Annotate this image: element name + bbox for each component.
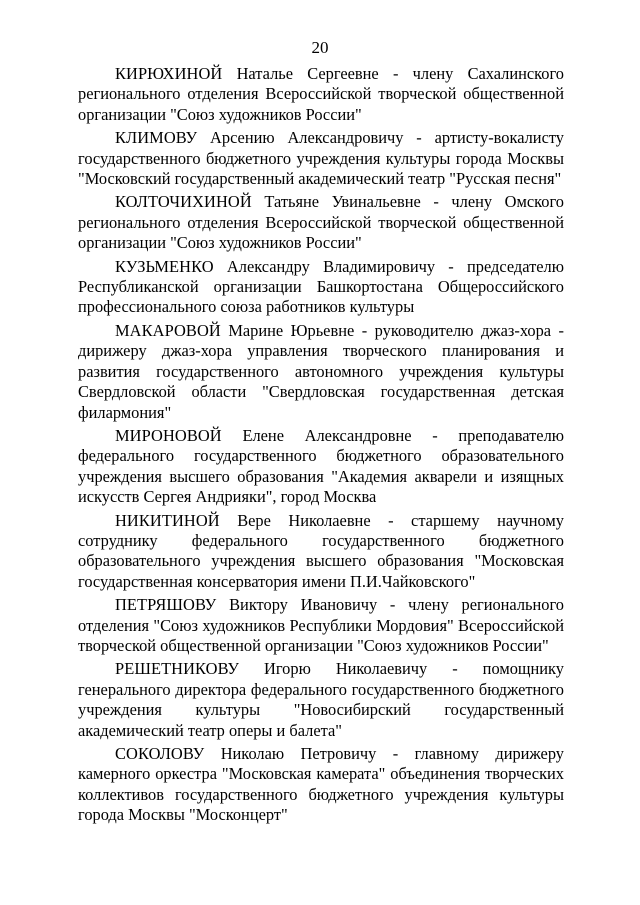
- recipient-surname: КОЛТОЧИХИНОЙ: [115, 192, 252, 212]
- list-item: [78, 128, 564, 189]
- list-item: [78, 511, 564, 593]
- recipient-surname: КЛИМОВУ: [115, 128, 198, 148]
- list-item: [78, 257, 564, 318]
- recipient-surname: СОКОЛОВУ: [115, 744, 205, 763]
- recipient-details: Наталье Сергеевне - члену Сахалинского регионального отделения Всероссийской творческой общественной организации "Союз художников России": [78, 64, 565, 124]
- list-item: [78, 426, 564, 508]
- recipient-surname: КУЗЬМЕНКО: [115, 256, 214, 276]
- list-item: [78, 659, 564, 741]
- list-item: [78, 321, 564, 423]
- recipient-surname: КИРЮХИНОЙ: [115, 64, 223, 83]
- list-item: [78, 595, 564, 656]
- list-item: [78, 64, 564, 125]
- recipient-surname: РЕШЕТНИКОВУ: [115, 659, 240, 679]
- list-item: [78, 192, 564, 253]
- list-item: [78, 744, 564, 826]
- page-number: 20: [311, 38, 329, 57]
- recipient-details: Александру Владимировичу - председателю Республиканской организации Башкортостана Общероссийского профессионального союза работников культуры: [78, 256, 564, 317]
- recipient-details: Арсению Александровичу - артисту-вокалисту государственного бюджетного учреждения культуры города Москвы "Московский государственный академический театр "Русская песня": [78, 128, 564, 189]
- recipient-details: Виктору Ивановичу - члену регионального отделения "Союз художников Республики Мордовия" Всероссийской творческой общественной организации "Союз художников России": [78, 595, 564, 655]
- recipient-details: Вере Николаевне - старшему научному сотруднику федерального государственного бюджетного образовательного учреждения высшего образования "Московская государственная консерватория имени П.И.Чайковского": [78, 510, 564, 591]
- recipient-details: Елене Александровне - преподавателю федерального государственного бюджетного образовательного учреждения высшего образования "Академия акварели и изящных искусств Сергея Андрияки", город Москва: [78, 425, 564, 507]
- recipient-surname: НИКИТИНОЙ: [115, 510, 220, 530]
- recipient-surname: МАКАРОВОЙ: [115, 320, 221, 340]
- recipient-details: Татьяне Увинальевне - члену Омского регионального отделения Всероссийской творческой общественной организации "Союз художников России": [78, 192, 564, 253]
- recipient-details: Николаю Петровичу - главному дирижеру камерного оркестра "Московская камерата" объединения творческих коллективов государственного бюджетного учреждения культуры города Москвы "Москонцерт": [78, 744, 564, 825]
- recipient-details: Марине Юрьевне - руководителю джаз-хора - дирижеру джаз-хора управления творческого планирования и развития государственного автономного учреждения культуры Свердловской области "Свердловская государственная детская филармония": [78, 320, 564, 422]
- recipient-surname: ПЕТРЯШОВУ: [115, 595, 217, 615]
- award-list: [78, 64, 564, 829]
- recipient-details: Игорю Николаевичу - помощнику генерального директора федерального государственного бюджетного учреждения культуры "Новосибирский государственный академический театр оперы и балета": [78, 659, 564, 740]
- recipient-surname: МИРОНОВОЙ: [115, 425, 222, 445]
